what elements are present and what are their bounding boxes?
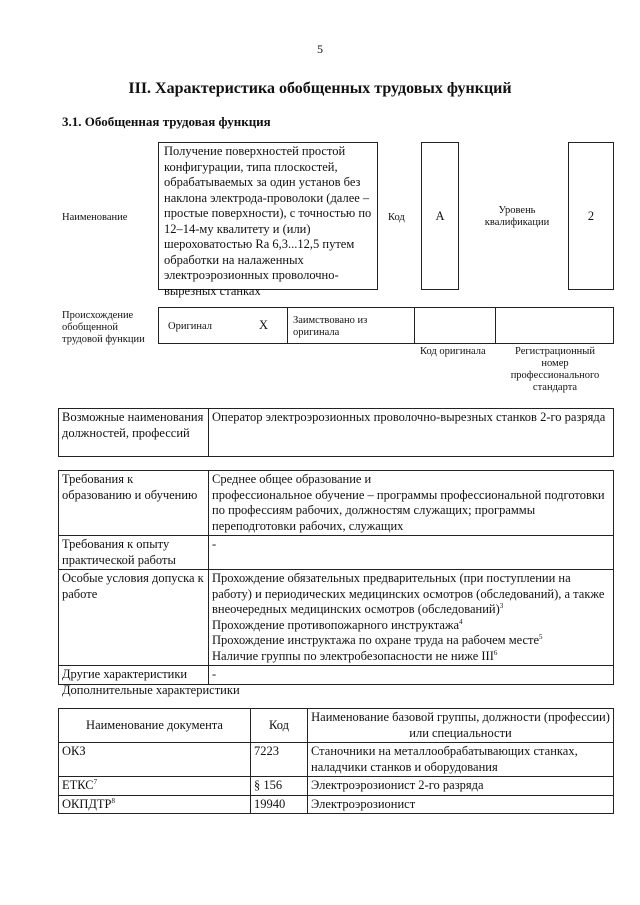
- footnote-mark: 8: [111, 796, 116, 805]
- doc-cell: [59, 743, 251, 777]
- level-value: 2: [587, 209, 595, 223]
- code-cell: § 156: [251, 777, 308, 796]
- req-education-label: Требования к образованию и обучению: [59, 471, 209, 536]
- req-conditions-text: Прохождение обязательных предварительных (при поступлении на работу) и периодических медицинских осмотров (обследований), а также внеочередных медицинских осмотров (обследований): [212, 571, 605, 616]
- name-label: Наименование: [62, 212, 128, 223]
- level-label: Уровень квалификации: [484, 205, 550, 228]
- header-group-name: Наименование базовой группы, должности (профессии) или специальности: [308, 709, 614, 743]
- code-cell: 19940: [251, 795, 308, 814]
- req-other-value: -: [209, 666, 614, 685]
- table-row: [59, 743, 614, 777]
- req-experience-value: -: [209, 536, 614, 570]
- borrowed-label: Заимствовано из оригинала: [293, 315, 368, 338]
- code-cell: 7223: [251, 743, 308, 777]
- group-name-cell: Станочники на металлообрабатывающих станках, наладчики станков и оборудования: [308, 743, 614, 777]
- req-education-line: профессиональное обучение – программы профессиональной подготовки по профессиям рабочих, должностям служащих; программы переподготовки рабочих, служащих: [212, 487, 605, 533]
- reg-number-caption: Регистрационный номер профессионального стандарта: [510, 346, 600, 393]
- req-conditions-text: Прохождение противопожарного инструктажа: [212, 617, 460, 632]
- table-header-row: [59, 709, 614, 743]
- doc-cell: [59, 777, 251, 796]
- level-box: [568, 142, 614, 290]
- possible-names-label: Возможные наименования должностей, профессий: [59, 409, 209, 457]
- origin-table: [158, 307, 614, 344]
- header-code: Код: [251, 709, 308, 743]
- possible-names-value: Оператор электроэрозионных проволочно-вырезных станков 2-го разряда: [209, 409, 614, 457]
- table-row: [59, 570, 614, 666]
- group-name-cell: Электроэрозионист: [308, 795, 614, 814]
- table-row: [59, 536, 614, 570]
- section-title: III. Характеристика обобщенных трудовых функций: [128, 80, 512, 97]
- req-conditions-text: Прохождение инструктажа по охране труда на рабочем месте: [212, 633, 540, 647]
- req-education-line: Среднее общее образование и: [212, 472, 372, 486]
- footnote-mark: 5: [539, 632, 543, 641]
- req-experience-label: Требования к опыту практической работы: [59, 536, 209, 570]
- doc-name: ОКПДТР: [62, 796, 112, 811]
- table-row: [59, 471, 614, 536]
- code-box: [421, 142, 459, 290]
- doc-cell: [59, 795, 251, 814]
- req-conditions-line: [212, 618, 610, 634]
- footnote-mark: 4: [459, 617, 463, 626]
- code-value: А: [435, 209, 445, 223]
- subsection-title: 3.1. Обобщенная трудовая функция: [62, 114, 271, 129]
- additional-table: [58, 708, 614, 814]
- original-label: Оригинал: [168, 321, 212, 332]
- table-row: [59, 409, 614, 457]
- req-conditions-line: [212, 649, 610, 665]
- group-name-cell: Электроэрозионист 2-го разряда: [308, 777, 614, 796]
- footnote-mark: 3: [499, 601, 504, 610]
- function-name-box: [158, 142, 378, 298]
- table-row: [59, 795, 614, 814]
- req-education-value: [209, 471, 614, 536]
- req-conditions-value: [209, 570, 614, 666]
- footnote-mark: 7: [93, 777, 98, 786]
- req-conditions-text: Наличие группы по электробезопасности не ниже III: [212, 648, 494, 663]
- code-original-caption: Код оригинала: [420, 346, 486, 357]
- page-number: 5: [317, 42, 323, 56]
- table-row: [59, 777, 614, 796]
- possible-names-table: [58, 408, 614, 457]
- requirements-table: [58, 470, 614, 685]
- req-conditions-label: Особые условия допуска к работе: [59, 570, 209, 666]
- doc-name: ЕТКС: [62, 778, 94, 792]
- doc-name: ОКЗ: [62, 744, 86, 758]
- additional-heading: Дополнительные характеристики: [62, 683, 240, 697]
- origin-label: Происхождение обобщенной трудовой функции: [62, 310, 145, 345]
- req-conditions-line: [212, 633, 610, 649]
- table-row: [59, 666, 614, 685]
- original-mark: X: [259, 318, 269, 332]
- code-label: Код: [388, 212, 405, 223]
- footnote-mark: 6: [493, 648, 498, 657]
- req-conditions-line: [212, 571, 610, 618]
- header-document: Наименование документа: [59, 709, 251, 743]
- function-name-value: Получение поверхностей простой конфигурации, типа плоскостей, обрабатываемых за один установ без наклона электрода-проволоки (далее – простые поверхности), с точностью по 12–14-му квалитету и (или) шероховатостью Ra 6,3...12,5 путем обработки на налаженных электроэрозионных проволочно-вырезных станках: [164, 144, 372, 298]
- req-other-label: Другие характеристики: [59, 666, 209, 685]
